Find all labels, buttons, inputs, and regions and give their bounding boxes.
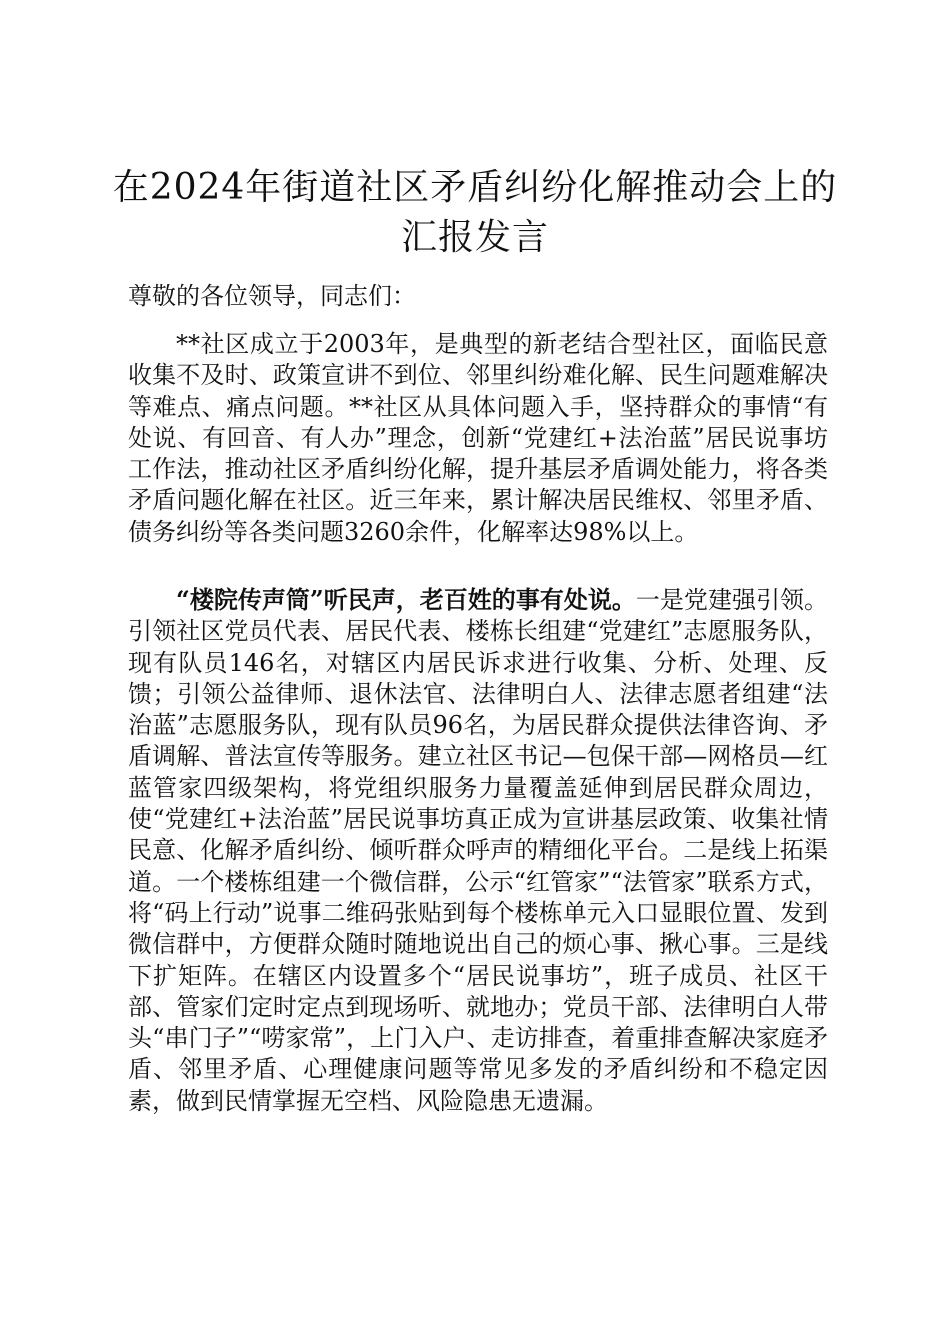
document-title (110, 163, 840, 263)
section-1-heading: “楼院传声筒”听民声，老百姓的事有处说。 (176, 585, 636, 614)
title-line-2: 汇报发言 (400, 217, 549, 258)
paragraph-intro: **社区成立于2003年，是典型的新老结合型社区，面临民意收集不及时、政策宣讲不到位、邻里纠纷难化解、民生问题难解决等难点、痛点问题。**社区从具体问题入手，坚持群众的事情“有处说、有回音、有人办”理念，创新“党建红+法治蓝”居民说事坊工作法，推动社区矛盾纠纷化解，提升基层矛盾调处能力，将各类矛盾问题化解在社区。近三年来，累计解决居民维权、邻里矛盾、债务纠纷等各类问题3260余件，化解率达98%以上。 (128, 330, 828, 546)
salutation: 尊敬的各位领导，同志们： (128, 282, 416, 310)
section-1-body: 一是党建强引领。引领社区党员代表、居民代表、楼栋长组建“党建红”志愿服务队，现有队员146名，对辖区内居民诉求进行收集、分析、处理、反馈；引领公益律师、退休法官、法律明白人、法律志愿者组建“法治蓝”志愿服务队，现有队员96名，为居民群众提供法律咨询、矛盾调解、普法宣传等服务。建立社区书记—包保干部—网格员—红蓝管家四级架构，将党组织服务力量覆盖延伸到居民群众周边，使“党建红+法治蓝”居民说事坊真正成为宣讲基层政策、收集社情民意、化解矛盾纠纷、倾听群众呼声的精细化平台。二是线上拓渠道。一个楼栋组建一个微信群，公示“红管家”“法管家”联系方式，将“码上行动”说事二维码张贴到每个楼栋单元入口显眼位置、发到微信群中，方便群众随时随地说出自己的烦心事、揪心事。三是线下扩矩阵。在辖区内设置多个“居民说事坊”，班子成员、社区干部、管家们定时定点到现场听、就地办；党员干部、法律明白人带头“串门子”“唠家常”，上门入户、走访排查，着重排查解决家庭矛盾、邻里矛盾、心理健康问题等常见多发的矛盾纠纷和不稳定因素，做到民情掌握无空档、风险隐患无遗漏。 (128, 586, 829, 1115)
paragraph-section-1 (128, 584, 828, 1117)
title-line-1: 在2024年街道社区矛盾纠纷化解推动会上的 (112, 167, 838, 208)
